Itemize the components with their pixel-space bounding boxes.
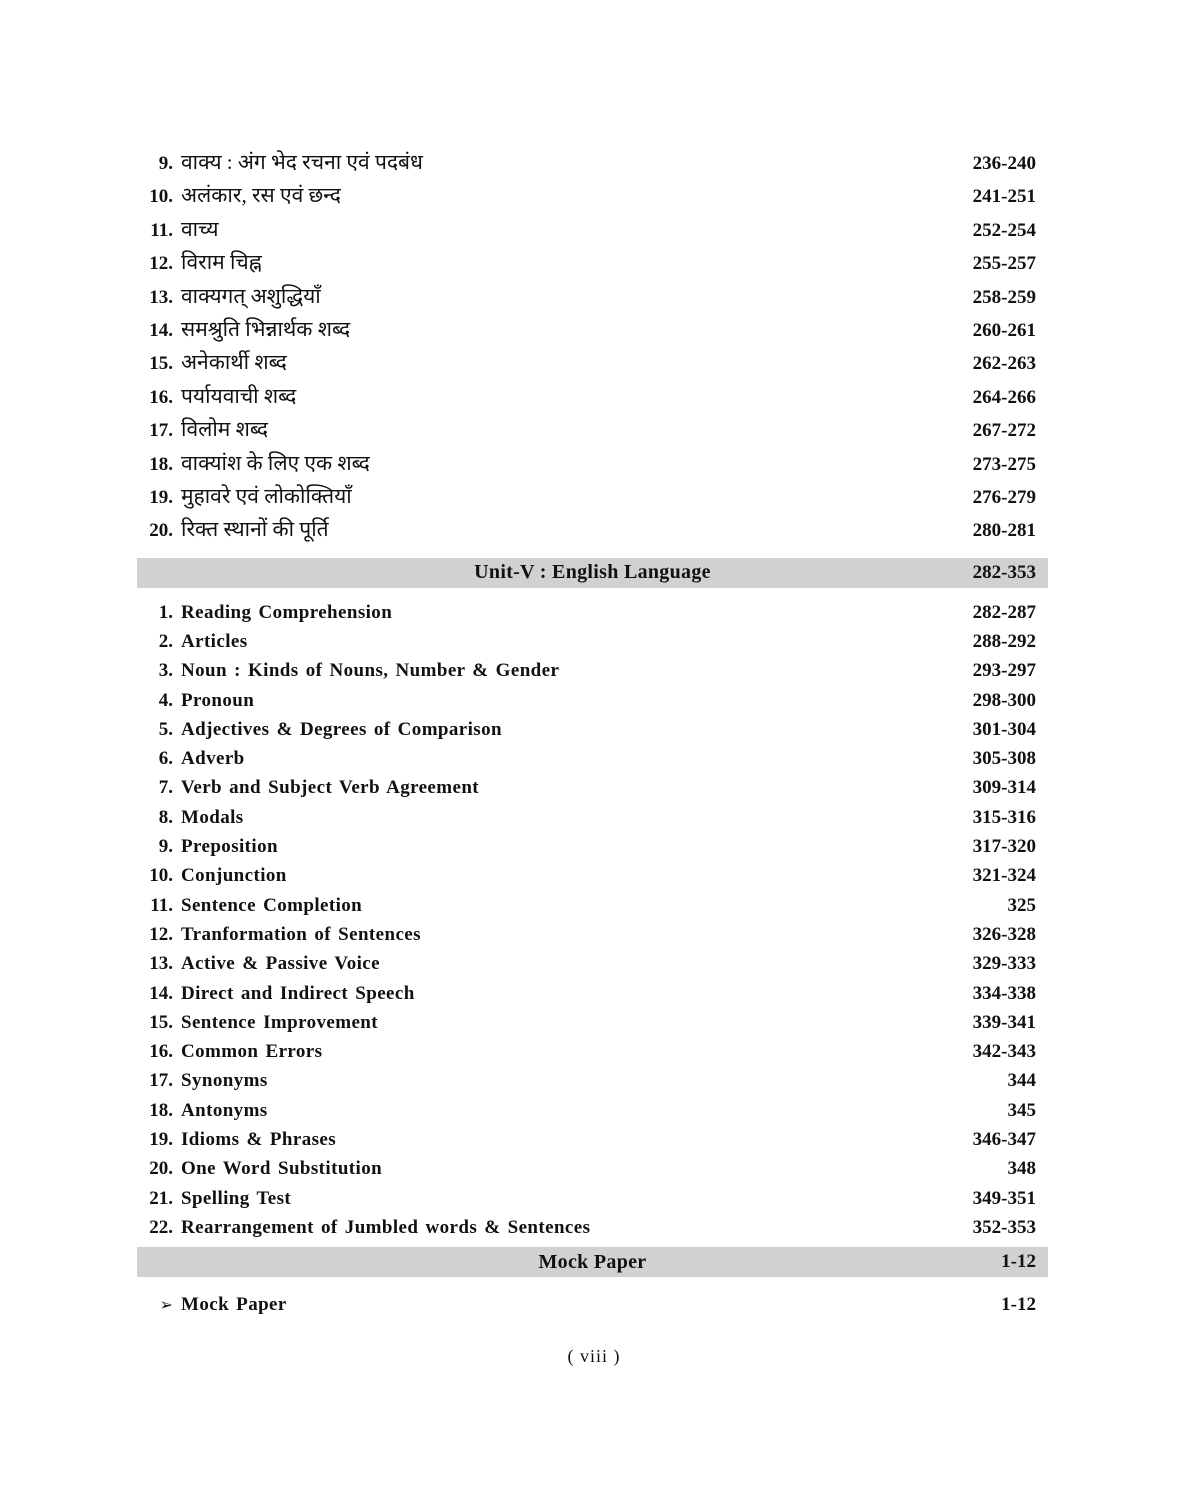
toc-item-title: Active & Passive Voice [181, 953, 380, 975]
toc-item-number: 10. [149, 865, 173, 887]
table-row [137, 181, 1048, 214]
toc-item-pages: 241-251 [972, 186, 1036, 208]
toc-item-pages: 258-259 [972, 286, 1036, 308]
toc-item-number: 14. [149, 319, 173, 341]
toc-item-number: 22. [149, 1216, 173, 1238]
toc-item-title: मुहावरे एवं लोकोक्तियाँ [181, 483, 352, 508]
toc-item-number: 4. [158, 689, 173, 711]
table-row [137, 282, 1048, 315]
table-row [137, 215, 1048, 248]
toc-item-title: Preposition [181, 836, 278, 858]
toc-item-number: 20. [149, 1158, 173, 1180]
table-row [137, 348, 1048, 381]
table-row [137, 983, 1048, 1012]
toc-item-pages: 252-254 [972, 219, 1036, 241]
table-row [137, 148, 1048, 181]
toc-item-title: Reading Comprehension [181, 601, 393, 623]
toc-item-number: 21. [149, 1187, 173, 1209]
toc-item-pages: 280-281 [972, 520, 1036, 542]
toc-item-title: अनेकार्थी शब्द [181, 350, 287, 375]
english-unit-item-list [137, 602, 1048, 1247]
toc-item-title: अलंकार, रस एवं छन्द [181, 183, 341, 208]
toc-item-title: Modals [181, 806, 244, 828]
toc-item-pages: 329-333 [972, 953, 1036, 975]
toc-item-title: Conjunction [181, 865, 287, 887]
toc-item-title: वाक्यांश के लिए एक शब्द [181, 450, 370, 475]
toc-item-pages: 305-308 [972, 748, 1036, 770]
toc-item-pages: 288-292 [972, 630, 1036, 652]
toc-item-pages: 325 [1007, 894, 1036, 916]
toc-item-title: विलोम शब्द [181, 417, 269, 442]
toc-item-pages: 262-263 [972, 353, 1036, 375]
toc-item-pages: 349-351 [972, 1187, 1036, 1209]
table-row [137, 1100, 1048, 1129]
toc-item-number: 17. [149, 1070, 173, 1092]
toc-item-title: Tranformation of Sentences [181, 923, 421, 945]
toc-item-title: Noun : Kinds of Nouns, Number & Gender [181, 660, 560, 682]
toc-item-title: समश्रुति भिन्नार्थक शब्द [181, 316, 351, 341]
toc-item-number: 18. [149, 1099, 173, 1121]
toc-item-number: 7. [158, 777, 173, 799]
table-row [137, 1041, 1048, 1070]
toc-item-number: 20. [149, 520, 173, 542]
toc-item-pages: 352-353 [972, 1216, 1036, 1238]
toc-content [137, 148, 1048, 1324]
table-row [137, 602, 1048, 631]
toc-item-title: वाक्य : अंग भेद रचना एवं पदबंध [181, 150, 423, 174]
toc-item-title: रिक्त स्थानों की पूर्ति [181, 517, 329, 542]
toc-item-number: 3. [158, 660, 173, 682]
toc-item-number: 9. [158, 836, 173, 858]
toc-item-pages: 273-275 [972, 453, 1036, 475]
toc-item-title: विराम चिह्न [181, 250, 262, 275]
toc-item-number: 13. [149, 286, 173, 308]
toc-item-pages: 345 [1007, 1099, 1036, 1121]
table-row [137, 1188, 1048, 1217]
table-row [137, 315, 1048, 348]
table-row [137, 1129, 1048, 1158]
toc-item-number: 18. [149, 453, 173, 475]
toc-item-number: 13. [149, 953, 173, 975]
table-row [137, 248, 1048, 281]
table-row [137, 1294, 1048, 1324]
toc-item-title: Rearrangement of Jumbled words & Sentences [181, 1216, 591, 1238]
toc-item-number: 5. [158, 718, 173, 740]
toc-item-number: 11. [150, 219, 173, 241]
toc-item-title: Synonyms [181, 1070, 268, 1092]
toc-item-pages: 346-347 [972, 1129, 1036, 1151]
table-row [137, 719, 1048, 748]
table-row [137, 690, 1048, 719]
section-header-mock-paper [137, 1247, 1048, 1277]
toc-item-pages: 334-338 [972, 982, 1036, 1004]
toc-item-number: 16. [149, 1041, 173, 1063]
toc-item-pages: 348 [1007, 1158, 1036, 1180]
table-row [137, 1158, 1048, 1187]
toc-item-pages: 276-279 [972, 486, 1036, 508]
section-header-pages: 282-353 [972, 561, 1036, 583]
toc-item-pages: 326-328 [972, 923, 1036, 945]
table-row [137, 953, 1048, 982]
toc-item-pages: 301-304 [972, 718, 1036, 740]
table-row [137, 415, 1048, 448]
page-number-footer: ( viii ) [567, 1346, 621, 1366]
toc-item-pages: 309-314 [972, 777, 1036, 799]
table-row [137, 1217, 1048, 1246]
toc-item-title: Idioms & Phrases [181, 1129, 337, 1151]
toc-item-pages: 315-316 [972, 806, 1036, 828]
toc-item-title: वाक्यगत् अशुद्धियाँ [181, 283, 321, 308]
toc-item-title: पर्यायवाची शब्द [181, 383, 297, 408]
toc-item-number: 2. [158, 630, 173, 652]
table-row [137, 836, 1048, 865]
toc-item-title: वाच्य [181, 216, 219, 241]
toc-item-pages: 1-12 [1001, 1294, 1036, 1316]
toc-item-title: Verb and Subject Verb Agreement [181, 777, 480, 799]
table-row [137, 631, 1048, 660]
table-row [137, 807, 1048, 836]
toc-item-pages: 317-320 [972, 836, 1036, 858]
toc-item-title: Antonyms [181, 1099, 268, 1121]
toc-item-number: 12. [149, 253, 173, 275]
toc-item-number: 15. [149, 1011, 173, 1033]
toc-item-pages: 344 [1007, 1070, 1036, 1092]
toc-item-number: 19. [149, 1129, 173, 1151]
toc-item-number: 10. [149, 186, 173, 208]
toc-item-title: Sentence Completion [181, 894, 363, 916]
toc-item-pages: 293-297 [972, 660, 1036, 682]
toc-item-number: 11. [150, 894, 173, 916]
toc-item-title: One Word Substitution [181, 1158, 383, 1180]
toc-item-pages: 236-240 [972, 153, 1036, 174]
toc-item-pages: 255-257 [972, 253, 1036, 275]
table-row [137, 748, 1048, 777]
toc-item-number: 12. [149, 923, 173, 945]
toc-item-title: Spelling Test [181, 1187, 292, 1209]
toc-item-number: 14. [149, 982, 173, 1004]
toc-item-number: 9. [158, 153, 173, 174]
section-header-unit5 [137, 558, 1048, 588]
toc-item-pages: 339-341 [972, 1011, 1036, 1033]
table-row [137, 924, 1048, 953]
toc-item-title: Sentence Improvement [181, 1011, 378, 1033]
toc-item-title: Pronoun [181, 689, 255, 711]
toc-item-title: Common Errors [181, 1041, 323, 1063]
toc-item-number: 19. [149, 486, 173, 508]
toc-item-title: Adjectives & Degrees of Comparison [181, 718, 502, 740]
table-row [137, 1070, 1048, 1099]
toc-item-pages: 282-287 [972, 601, 1036, 623]
table-row [137, 895, 1048, 924]
table-row [137, 449, 1048, 482]
table-row [137, 482, 1048, 515]
toc-item-number: 16. [149, 386, 173, 408]
toc-item-pages: 260-261 [972, 319, 1036, 341]
toc-item-number: 1. [158, 601, 173, 623]
toc-item-pages: 321-324 [972, 865, 1036, 887]
section-header-pages: 1-12 [1001, 1251, 1036, 1273]
toc-item-number: 8. [158, 806, 173, 828]
toc-item-number: 17. [149, 420, 173, 442]
section-header-title: Mock Paper [538, 1250, 647, 1273]
section-header-title: Unit-V : English Language [474, 561, 711, 584]
toc-item-title: Adverb [181, 748, 245, 770]
toc-item-pages: 298-300 [972, 689, 1036, 711]
toc-item-pages: 267-272 [972, 420, 1036, 442]
table-row [137, 515, 1048, 548]
toc-item-pages: 342-343 [972, 1041, 1036, 1063]
table-row [137, 382, 1048, 415]
hindi-unit-item-list [137, 148, 1048, 549]
table-row [137, 660, 1048, 689]
table-row [137, 777, 1048, 806]
toc-item-title: Direct and Indirect Speech [181, 982, 415, 1004]
toc-item-number: 15. [149, 353, 173, 375]
toc-item-pages: 264-266 [972, 386, 1036, 408]
toc-item-number: 6. [158, 748, 173, 770]
table-row [137, 865, 1048, 894]
toc-item-title: Mock Paper [181, 1294, 287, 1316]
arrowhead-bullet-icon: ➢ [159, 1295, 173, 1315]
toc-item-title: Articles [181, 630, 248, 652]
table-row [137, 1012, 1048, 1041]
